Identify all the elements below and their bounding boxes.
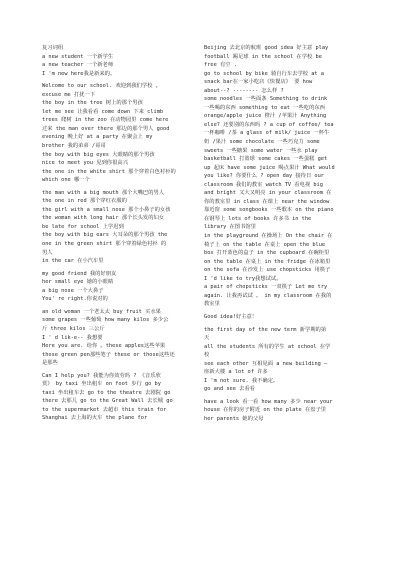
text-line: the first day of the new term 新学期的第 bbox=[204, 326, 327, 333]
text-line: have a look 看一看 how many 多少 near your bbox=[204, 398, 333, 405]
text-line: trees 爬树 in the zoo 在动物园里 come here bbox=[42, 117, 169, 124]
text-line: some grapes 一些葡萄 how many kilos 多少公 bbox=[42, 317, 169, 324]
text-line: 座新大楼 a lot of 许多 bbox=[204, 369, 268, 376]
text-line: her parents 她的父母 bbox=[204, 415, 264, 422]
text-line: 一杯咖啡 /茶 a glass of milk/ juice 一杯牛 bbox=[204, 130, 330, 137]
text-line: the one in red 那个穿红衣服的 bbox=[42, 198, 127, 205]
text-line: the woman with long hair 那个长头发的妇女 bbox=[42, 215, 165, 222]
text-line: 一些喝的东西 something to eat 一些吃的东西 bbox=[204, 104, 325, 111]
text-line: the one in the white shirt 那个穿着白色衬衫的 bbox=[42, 168, 176, 175]
text-line: brother 我的弟弟 /哥哥 bbox=[42, 143, 106, 150]
text-line: go to school by bike 骑自行车去学校 at a bbox=[204, 70, 324, 77]
text-line: be late for school 上学迟到 bbox=[42, 223, 124, 230]
text-line: an old woman 一个老太太 buy fruit 买水果 bbox=[42, 308, 161, 315]
text-line: 靠近窗 some songbooks 一些歌本 on the piano bbox=[204, 207, 334, 214]
text-line: 斤 three kilos 三公斤 bbox=[42, 325, 105, 332]
text-line: those green pen那些笔子 these or those这些还 bbox=[42, 351, 175, 358]
text-line: 过来 the man over there 那边的那个男人 good bbox=[42, 125, 170, 132]
text-line: taxi 坐出租车去 go to the theatre 去剧院 go bbox=[42, 389, 171, 396]
text-line: a pair of chopsticks 一双筷子 Let me try bbox=[204, 284, 328, 291]
text-line: 复习词组 bbox=[42, 45, 64, 51]
text-line: about--? -------- 怎么样 ? bbox=[204, 87, 284, 94]
text-line: and bright 又大又明亮 in your classroom 在 bbox=[204, 190, 332, 197]
text-line: see each other 互相见面 a new building — bbox=[204, 360, 328, 367]
text-line: 你的教室里 in class 在课上 near the window bbox=[204, 198, 330, 205]
text-line: up 起床 have some juice 喝点果汁 What would bbox=[204, 164, 335, 171]
text-line: all the students 所有的学生 at school 在学 bbox=[204, 343, 331, 350]
text-line: a big nose 一个大鼻子 bbox=[42, 287, 104, 294]
text-line: 椅子上 on the table 在桌上 open the blue bbox=[204, 241, 326, 248]
text-line: to the supermarket 去超市 this train for bbox=[42, 406, 167, 413]
text-line: a new teacher 一个新老师 bbox=[42, 62, 114, 69]
text-line: you like? 你要什么 ? open day 接待日 our bbox=[204, 173, 324, 180]
text-line: on the table 在桌上 in the fridge 在冰箱里 bbox=[204, 258, 331, 265]
text-line: Good idea!好主意！ bbox=[204, 313, 258, 320]
text-line: in the playground 在操场上 On the chair 在 bbox=[204, 233, 333, 240]
text-line: 天 bbox=[204, 335, 210, 342]
text-line: else? 还要别的东西吗 ? a cup of coffee/ tea bbox=[204, 121, 334, 128]
text-line: You' re right.你说对的 bbox=[42, 296, 108, 303]
text-line: which one 哪一个 bbox=[42, 177, 90, 184]
text-line: go and see 去看看 bbox=[204, 386, 255, 393]
text-line: evening 晚上好 at a party 在聚会上 my bbox=[42, 134, 153, 141]
text-line: again. 让我再试试 。 in my classroom 在我的 bbox=[204, 292, 332, 299]
text-line: 奶 /果汁 some chocolate 一些巧克力 some bbox=[204, 139, 320, 146]
text-line: Can I help you? 我能为你效劳吗 ? 《音乐欣 bbox=[42, 372, 161, 379]
text-line: 教室里 bbox=[204, 301, 220, 308]
text-line: 在钢琴上 lots of books 许多书 in the bbox=[204, 215, 312, 222]
left-text-column bbox=[42, 44, 192, 423]
text-line: in the car 在小汽车里 bbox=[42, 258, 104, 265]
text-line: my good friend 我的好朋友 bbox=[42, 270, 117, 277]
text-line: library 在图书馆里 bbox=[204, 224, 256, 231]
text-line: Welcome to our school. 欢迎到我们学校 。 bbox=[42, 83, 161, 90]
text-line: snack bar在一家小吃店《快餐店》 要 how bbox=[204, 79, 313, 86]
text-line: the man with a big mouth 那个大嘴巴的男人 bbox=[42, 189, 165, 196]
text-line: basketball 打篮球 some cakes 一些蛋糕 get bbox=[204, 156, 328, 163]
text-line: the boy in the tree 树上的那个男孩 bbox=[42, 100, 143, 107]
text-line: Shanghai 去上海的火车 the plane for bbox=[42, 415, 148, 422]
right-text-column bbox=[204, 44, 364, 424]
text-line: on the sofa 在沙发上 use chopsticks 用筷子 bbox=[204, 267, 331, 274]
text-line: I ' d lik-e-- 我想要 bbox=[42, 334, 103, 341]
text-line: let me see 让我看看 come down 下来 climb bbox=[42, 108, 164, 115]
text-line: Beijing 去北京的航班 good idea 好主意 play bbox=[204, 45, 329, 51]
text-line: free 有空 . bbox=[204, 62, 237, 69]
text-line: there 去那儿 go to the Great Wall 去长城 go bbox=[42, 398, 173, 405]
text-line: one in the green shirt 那个穿着绿色衬衫 的 bbox=[42, 241, 167, 248]
text-line: the boy with big eyes 大眼睛的那个男孩 bbox=[42, 151, 155, 158]
text-line: sweets 一些糖果 some water 一些水 play bbox=[204, 147, 318, 154]
text-line: her small eye 她的小眼睛 bbox=[42, 279, 114, 286]
text-line: a new student 一个新学生 bbox=[42, 53, 114, 60]
text-line: I 'd like to try我想试试。 bbox=[204, 275, 282, 282]
text-line: the girl with a small nose 那个小鼻子的女孩 bbox=[42, 206, 171, 213]
text-line: classroom 我们的教室 watch TV 看电视 big bbox=[204, 181, 323, 188]
text-line: box 打开蓝色的盒子 in the cupboard 在碗柜里 bbox=[204, 250, 330, 257]
text-line: Here you are. 给你 。these apples这些苹果 bbox=[42, 343, 166, 350]
text-line: orange/apple juice 橙汁 /苹果汁 Anything bbox=[204, 113, 327, 120]
text-line: nice to meet you 见到你很高兴 bbox=[42, 160, 128, 167]
text-line: 赏》 by taxi 坐出租车 on foot 步行 go by bbox=[42, 381, 161, 388]
text-line: some noodles 一些面条 Something to drink bbox=[204, 96, 328, 103]
text-line: the boy with big ears 大耳朵的那个男孩 the bbox=[42, 232, 168, 239]
text-line: excuse me 打扰一下 bbox=[42, 91, 96, 98]
text-line: I 'm new here我是新来的。 bbox=[42, 70, 116, 77]
text-line: 校 bbox=[204, 352, 210, 359]
text-line: 是那些 bbox=[42, 360, 58, 367]
text-line: 男人 bbox=[42, 249, 53, 256]
text-line: I 'm not sure. 我不确定。 bbox=[204, 377, 279, 384]
text-line: football 踢足球 in the school 在学校 be bbox=[204, 53, 322, 60]
text-line: house 在你的房子附近 on the plate 在盘子里 bbox=[204, 407, 327, 414]
